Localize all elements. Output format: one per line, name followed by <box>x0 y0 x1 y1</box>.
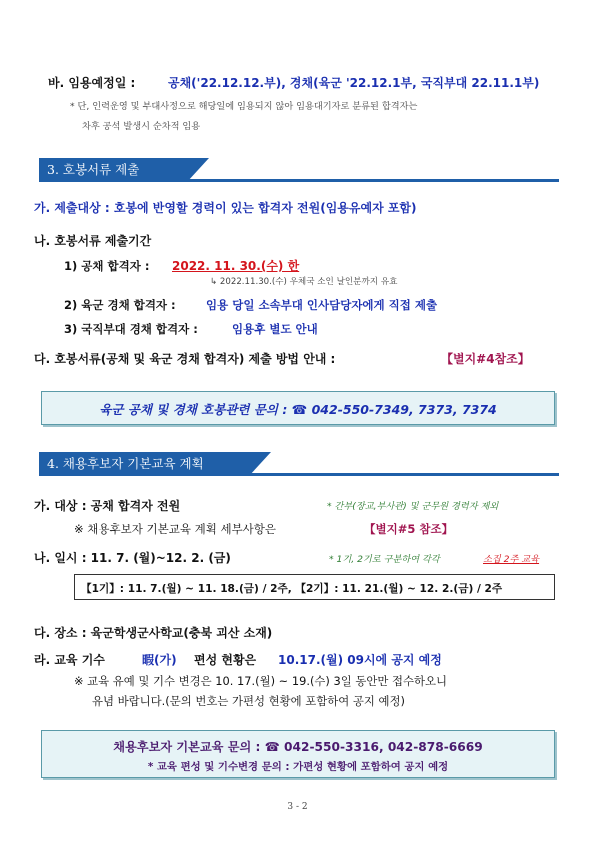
item2-label: 2) 육군 경채 합격자 : <box>64 298 176 312</box>
submission-target: 가. 제출대상 : 호봉에 반영할 경력이 있는 합격자 전원(임용유예자 포함) <box>34 201 417 215</box>
appointment-date-values: 공채('22.12.12.부), 경채(육군 '22.12.1부, 국직부대 22.11.1부) <box>168 76 540 90</box>
training-detail-ref: 【별지#5 참조】 <box>364 522 454 536</box>
cohort-heading-c: 10.17.(월) 09시에 공지 예정 <box>278 653 442 667</box>
deferral-note-line1: ※ 교육 유예 및 기수 변경은 10. 17.(월) ~ 19.(수) 3일 동안만 접수하오니 <box>74 674 447 688</box>
section3-contact-box <box>41 391 555 425</box>
section4-title: 4. 채용후보자 기본교육 계획 <box>39 452 249 476</box>
appointment-note-line2: 차후 공석 발생시 순차적 임용 <box>82 121 201 132</box>
section4-contact-box <box>41 730 555 778</box>
training-detail-ref-text: ※ 채용후보자 기본교육 계획 세부사항은 <box>74 522 276 536</box>
section3-title: 3. 호봉서류 제출 <box>39 158 187 182</box>
cohort-change-inquiry: * 교육 편성 및 기수변경 문의 : 가편성 현황에 포함하여 공지 예정 <box>147 761 449 773</box>
item1-deadline: 2022. 11. 30.(수) 한 <box>172 259 300 273</box>
cohort-heading-a: 라. 교육 기수 <box>34 653 105 667</box>
submission-method: 다. 호봉서류(공채 및 육군 경채 합격자) 제출 방법 안내 : <box>34 352 336 366</box>
section3-banner <box>39 158 559 182</box>
submission-period-heading: 나. 호봉서류 제출기간 <box>34 234 152 248</box>
training-target-note: * 간부(장교,부사관) 및 군무원 경력자 제외 <box>327 501 499 512</box>
cohort-heading-hanja: 暇(가) <box>142 653 177 667</box>
training-dates-note-a: * 1기, 2기로 구분하여 각각 <box>329 554 440 565</box>
item1-postmark-note: ↳ 2022.11.30.(수) 우체국 소인 날인분까지 유효 <box>210 277 398 287</box>
training-dates: 나. 일시 : 11. 7. (월)~12. 2. (금) <box>34 551 231 565</box>
training-target: 가. 대상 : 공채 합격자 전원 <box>34 499 181 513</box>
appointment-date-label: 바. 임용예정일 : <box>48 76 136 90</box>
item3-value: 임용후 별도 안내 <box>232 322 318 336</box>
submission-method-ref: 【별지#4참조】 <box>441 352 530 366</box>
appointment-note-line1: * 단, 인력운영 및 부대사정으로 해당일에 임용되지 않아 임용대기자로 분류된 합격자는 <box>70 101 418 112</box>
item2-value: 임용 당일 소속부대 인사담당자에게 직접 제출 <box>206 298 438 312</box>
deferral-note-line2: 유념 바랍니다.(문의 번호는 가편성 현황에 포함하여 공지 예정) <box>92 694 405 708</box>
item1-label: 1) 공채 합격자 : <box>64 259 150 273</box>
schedule-box <box>74 574 555 600</box>
page-number: 3 - 2 <box>287 802 308 812</box>
training-inquiry-contact: 채용후보자 기본교육 문의 : ☎ 042-550-3316, 042-878-6669 <box>113 740 483 754</box>
cohort-heading-b: 편성 현황은 <box>194 653 257 667</box>
training-dates-note-b: 소집 2주 교육 <box>483 554 540 565</box>
training-schedule: 【1기】: 11. 7.(월) ~ 11. 18.(금) / 2주, 【2기】: 11. 21.(월) ~ 12. 2.(금) / 2주 <box>81 583 503 595</box>
section4-banner <box>39 452 559 476</box>
item3-label: 3) 국직부대 경채 합격자 : <box>64 322 198 336</box>
training-location: 다. 장소 : 육군학생군사학교(충북 괴산 소재) <box>34 626 273 640</box>
salary-inquiry-contact: 육군 공채 및 경채 호봉관련 문의 : ☎ 042-550-7349, 7373, 7374 <box>99 402 497 417</box>
